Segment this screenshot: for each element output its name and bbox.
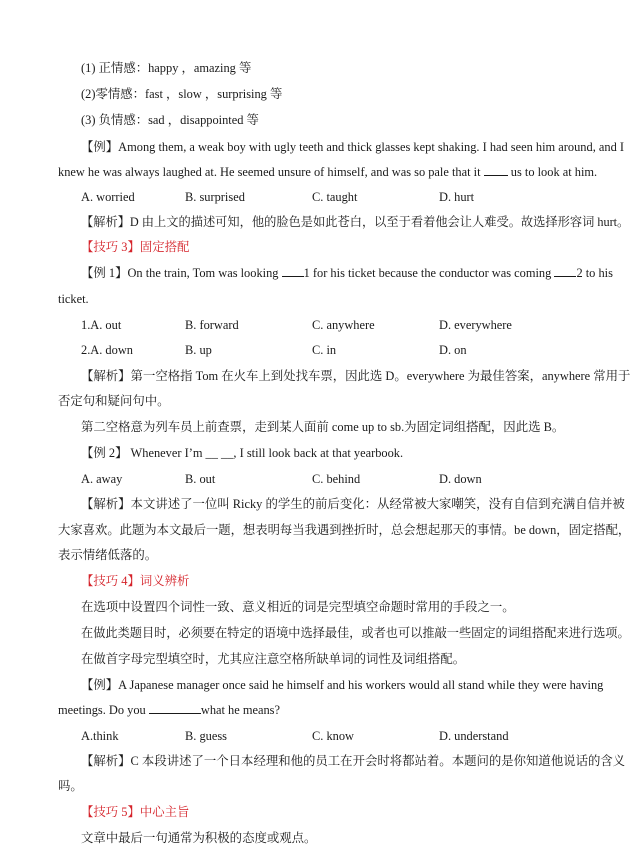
example-4-option-a: A.think [81,729,119,743]
tip-5-paragraph: 文章中最后一句通常为积极的态度或观点。 [81,831,317,845]
tip-4-paragraph-2: 在做此类题目时，必须要在特定的语境中选择最佳，或者也可以推敲一些固定的词组搭配来进行选项。 [81,626,630,640]
example-1-analysis: 【解析】D 由上文的描述可知，他的脸色是如此苍白，以至于看着他会让人难受。故选择形容词 hurt。 [81,215,630,229]
example-2-q1-option-b: B. forward [185,318,239,332]
example-3-option-b: B. out [185,472,216,486]
example-4-option-c: C. know [312,729,354,743]
tip-3-heading: 【技巧 3】固定搭配 [81,240,190,254]
example-2-line-1-part3: 2 to his [576,266,613,280]
example-4-option-d: D. understand [439,729,509,743]
example-4-analysis-line-2: 吗。 [58,779,83,793]
blank [149,703,201,714]
example-2-q2-option-b: B. up [185,343,212,357]
example-2-q2-option-a: 2.A. down [81,343,133,357]
blank [282,266,304,277]
example-4-analysis-line-1: 【解析】C 本段讲述了一个日本经理和他的员工在开会时将都站着。本题问的是你知道他说话的含义 [81,754,626,768]
example-4-option-b: B. guess [185,729,227,743]
example-2-q1-option-a: 1.A. out [81,318,122,332]
example-3-analysis-line-2: 大家喜欢。此题为本文最后一题，想表明每当我遇到挫折时，总会想起那天的事情。be down，固定搭配， [58,523,631,537]
example-2-line-1-part2: 1 for his ticket because the conductor was coming [303,266,552,280]
example-1-line-2 [58,164,597,180]
tip-5-heading: 【技巧 5】中心主旨 [81,805,190,819]
blank [554,266,576,277]
blank [484,165,508,176]
example-2-analysis-line-2: 否定句和疑问句中。 [58,394,170,408]
example-2-q1-option-c: C. anywhere [312,318,375,332]
example-2-q1-option-d: D. everywhere [439,318,512,332]
example-4-line-2-post: what he means? [200,703,281,717]
example-1-option-a: A. worried [81,190,135,204]
example-2-q2-option-c: C. in [312,343,337,357]
example-2-analysis-line-3: 第二空格意为列车员上前查票，走到某人面前 come up to sb.为固定词组搭配，因此选 B。 [81,420,565,434]
example-3-analysis-line-3: 表示情绪低落的。 [58,548,158,562]
line-positive-emotion: (1) 正情感：happy ，amazing 等 [81,61,252,75]
tip-4-paragraph-1: 在选项中设置四个词性一致、意义相近的词是完型填空命题时常用的手段之一。 [81,600,515,614]
example-2-line-2: ticket. [58,292,89,306]
example-1-option-d: D. hurt [439,190,475,204]
example-1-option-b: B. surprised [185,190,245,204]
example-3-option-d: D. down [439,472,482,486]
example-4-line-1: 【例】A Japanese manager once said he himself and his workers would all stand while they were having [81,678,604,692]
example-3-option-a: A. away [81,472,123,486]
example-3-option-c: C. behind [312,472,361,486]
tip-4-paragraph-3: 在做首字母完型填空时，尤其应注意空格所缺单词的词性及词组搭配。 [81,652,466,666]
example-2-line-1-part1: 【例 1】On the train, Tom was looking [81,266,279,280]
example-4-line-2-pre: meetings. Do you [58,703,146,717]
example-1-line-2-post: us to look at him. [510,165,598,179]
example-2-analysis-line-1: 【解析】第一空格指 Tom 在火车上到处找车票，因此选 D。everywhere 为最佳答案，anywhere 常用于 [81,369,631,383]
example-2-q2-option-d: D. on [439,343,467,357]
example-3-line-1: 【例 2】 Whenever I’m __ __, I still look back at that yearbook. [81,446,404,460]
tip-4-heading: 【技巧 4】词义辨析 [81,574,190,588]
line-negative-emotion: (3) 负情感：sad ，disappointed 等 [81,113,259,127]
example-2-line-1 [81,265,613,281]
example-1-line-2-pre: knew he was always laughed at. He seemed unsure of himself, and was so pale that it [58,165,481,179]
line-neutral-emotion: (2)零情感：fast ，slow ，surprising 等 [81,87,283,101]
example-3-analysis-line-1: 【解析】本文讲述了一位叫 Ricky 的学生的前后变化：从经常被大家嘲笑，没有自信到充满自信并被 [81,497,625,511]
example-1-option-c: C. taught [312,190,358,204]
example-1-line-1: 【例】Among them, a weak boy with ugly teeth and thick glasses kept shaking. I had seen him around, and I [81,140,625,154]
example-4-line-2 [58,702,280,718]
